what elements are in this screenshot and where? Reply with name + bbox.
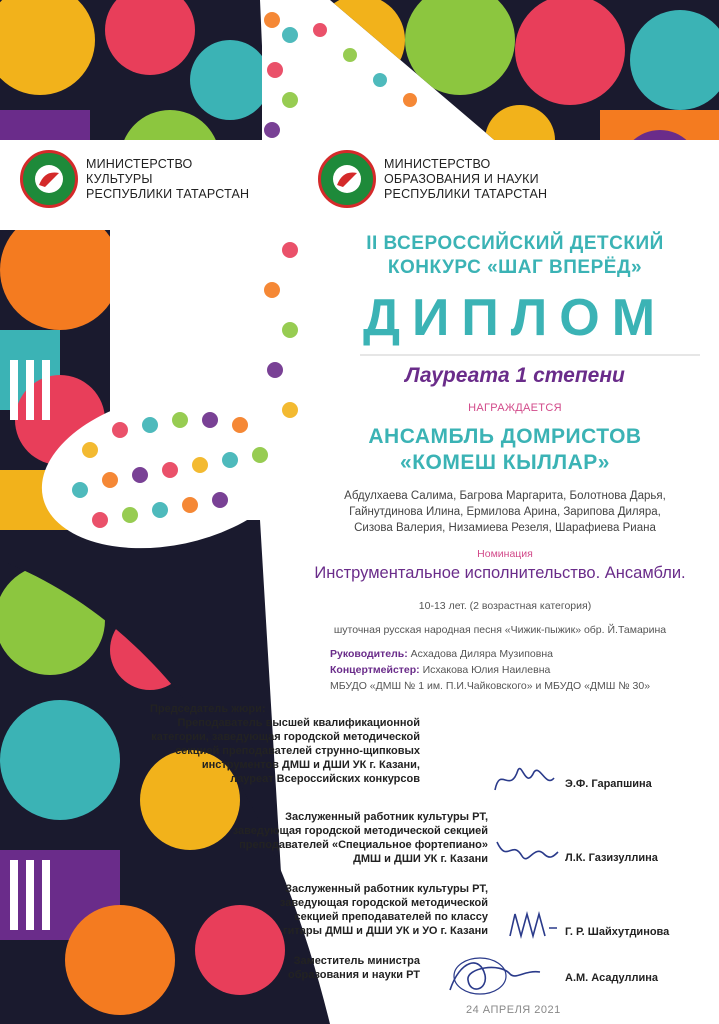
jury-line: заведующая городской методической секцией: [232, 825, 488, 837]
jury-block-4: [250, 954, 420, 982]
jury-line: Заслуженный работник культуры РТ,: [285, 811, 488, 823]
jury-line: секцией преподавателей по классу: [294, 911, 488, 923]
jury-line: ДМШ и ДШИ УК г. Казани: [353, 853, 488, 865]
nomination-label: Номинация: [477, 548, 533, 560]
members-line: Абдулхаева Салима, Багрова Маргарита, Болотнова Дарья,: [344, 490, 666, 502]
award-date: 24 АПРЕЛЯ 2021: [466, 1004, 561, 1016]
signature-4: [440, 950, 550, 1000]
jury-line: Заместитель министра: [293, 955, 420, 967]
jury-line: образования и науки РТ: [288, 969, 420, 981]
nomination: Инструментальное исполнительство. Ансамбли.: [314, 564, 686, 582]
signature-2: [492, 834, 562, 870]
members-list: [300, 488, 710, 536]
jury-line: заведующая городской методической: [279, 897, 488, 909]
song-title: шуточная русская народная песня «Чижик-пыжик» обр. Й.Тамарина: [333, 624, 667, 636]
logo-text-line: ОБРАЗОВАНИЯ И НАУКИ: [384, 171, 539, 186]
contest-title-line2: КОНКУРС «ШАГ ВПЕРЁД»: [387, 257, 643, 278]
awarded-label: НАГРАЖДАЕТСЯ: [468, 402, 562, 414]
tatarstan-emblem-icon: [318, 150, 376, 208]
staff-block: [330, 646, 710, 694]
ensemble-name: [300, 424, 710, 476]
signature-3: [505, 908, 560, 942]
jury-block-3: [200, 882, 488, 938]
members-line: Гайнутдинова Илина, Ермилова Арина, Зарипова Диляра,: [349, 506, 661, 518]
signature-1: [490, 760, 560, 800]
accompanist-name: Исхакова Юлия Наилевна: [422, 664, 551, 676]
contest-title: [320, 232, 710, 280]
logo-text-line: МИНИСТЕРСТВО: [384, 156, 491, 171]
logo-text-line: РЕСПУБЛИКИ ТАТАРСТАН: [86, 186, 250, 201]
logo-text-line: РЕСПУБЛИКИ ТАТАРСТАН: [384, 186, 548, 201]
ensemble-line1: АНСАМБЛЬ ДОМРИСТОВ: [368, 425, 642, 448]
ensemble-line2: «КОМЕШ КЫЛЛАР»: [400, 451, 610, 474]
diploma-title: ДИПЛОМ: [362, 289, 668, 347]
age-category: 10-13 лет. (2 возрастная категория): [418, 600, 592, 612]
jury-line: преподавателей «Специальное фортепиано»: [239, 839, 488, 851]
jury-line: гитары ДМШ и ДШИ УК и УО г. Казани: [283, 925, 488, 937]
jury-line: Председатель жюри:: [150, 703, 266, 715]
contest-title-line1: II ВСЕРОССИЙСКИЙ ДЕТСКИЙ: [366, 233, 664, 254]
accompanist-label: Концертмейстер:: [330, 664, 420, 676]
jury-signature-name: Э.Ф. Гарапшина: [565, 778, 652, 790]
ministry-culture-logo: [20, 150, 249, 208]
jury-line: лауреат Всероссийских конкурсов: [230, 773, 420, 785]
tatarstan-emblem-icon: [20, 150, 78, 208]
laureate-degree: Лауреата 1 степени: [405, 364, 625, 387]
jury-signature-name: Л.К. Газизуллина: [565, 852, 658, 864]
jury-line: Преподаватель высшей квалификационной: [177, 717, 420, 729]
logo-text-line: МИНИСТЕРСТВО: [86, 156, 193, 171]
jury-block-2: [170, 810, 488, 866]
jury-line: Заслуженный работник культуры РТ,: [285, 883, 488, 895]
leader-label: Руководитель:: [330, 648, 408, 660]
jury-line: категории, заведующая городской методической: [151, 731, 420, 743]
jury-signature-name: А.М. Асадуллина: [565, 972, 659, 984]
schools: МБУДО «ДМШ № 1 им. П.И.Чайковского» и МБУДО «ДМШ № 30»: [330, 680, 651, 692]
jury-block-chair: [150, 702, 420, 786]
members-line: Сизова Валерия, Низамиева Резеля, Шарафиева Риана: [354, 522, 656, 534]
jury-line: секцией преподавателей струнно-щипковых: [175, 745, 420, 757]
jury-signature-name: Г. Р. Шайхутдинова: [565, 926, 670, 938]
ministry-education-logo: [318, 150, 547, 208]
logo-text-line: КУЛЬТУРЫ: [86, 171, 153, 186]
jury-line: инструментов ДМШ и ДШИ УК г. Казани,: [201, 759, 420, 771]
leader-name: Асхадова Диляра Музиповна: [410, 648, 553, 660]
